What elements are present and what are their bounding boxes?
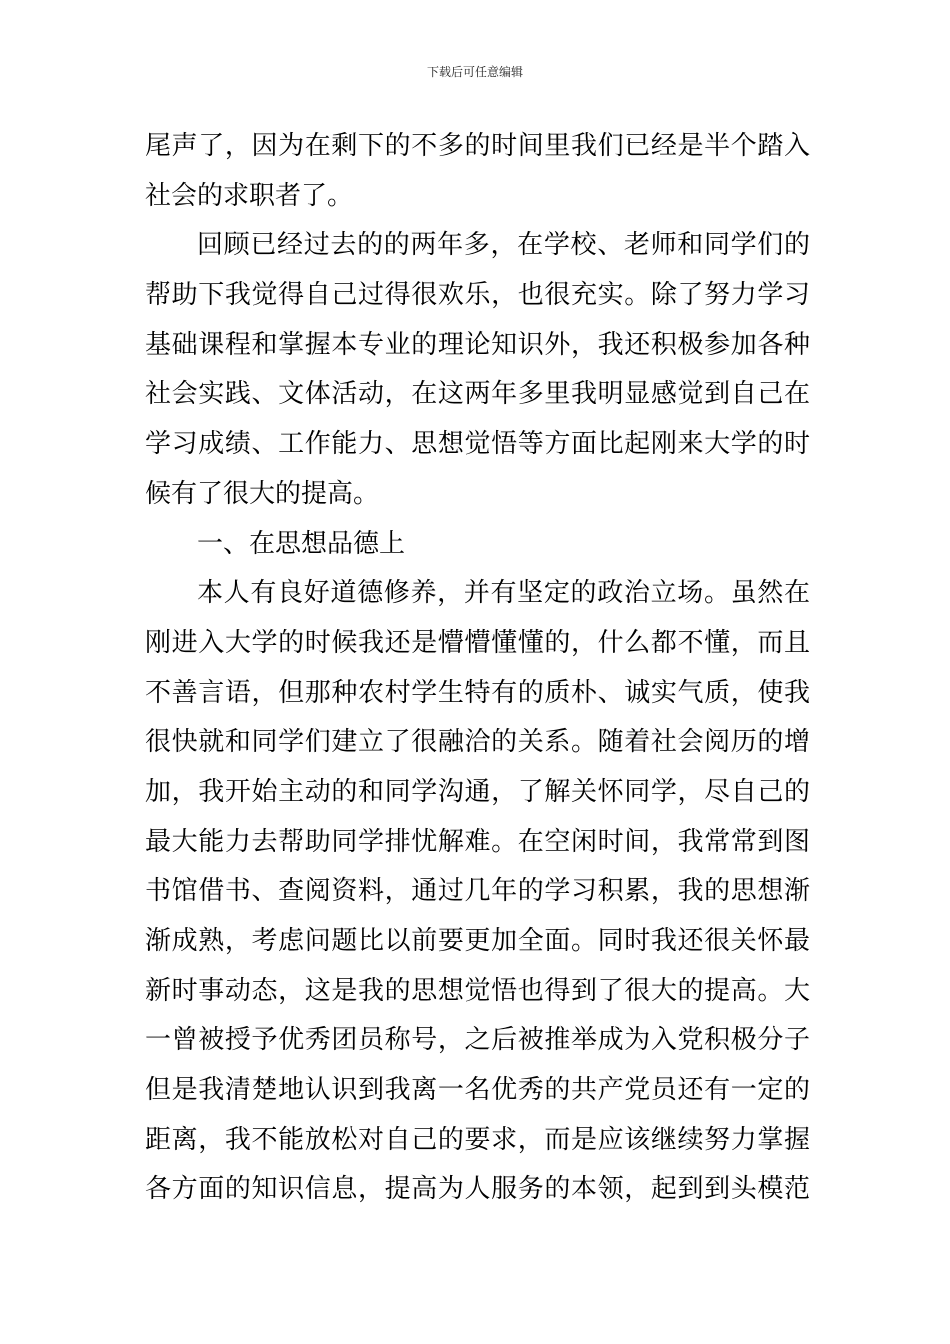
text-line: 加，我开始主动的和同学沟通，了解关怀同学，尽自己的: [145, 776, 810, 807]
text-line: 很快就和同学们建立了很融洽的关系。随着社会阅历的增: [145, 727, 810, 758]
text-line: 刚进入大学的时候我还是懵懵懂懂的，什么都不懂，而且: [145, 627, 810, 658]
text-line: 一、在思想品德上: [197, 528, 406, 559]
text-line: 社会实践、文体活动，在这两年多里我明显感觉到自己在: [145, 379, 810, 410]
text-line: 社会的求职者了。: [145, 180, 354, 211]
document-body: [145, 122, 810, 1215]
text-line: 渐成熟，考虑问题比以前要更加全面。同时我还很关怀最: [145, 926, 810, 956]
text-line: 距离，我不能放松对自己的要求，而是应该继续努力掌握: [145, 1124, 810, 1155]
text-line: 本人有良好道德修养，并有坚定的政治立场。虽然在: [197, 578, 810, 609]
text-line: 但是我清楚地认识到我离一名优秀的共产党员还有一定的: [145, 1075, 810, 1106]
text-line: 基础课程和掌握本专业的理论知识外，我还积极参加各种: [145, 329, 810, 360]
text-line: 学习成绩、工作能力、思想觉悟等方面比起刚来大学的时: [145, 429, 810, 460]
text-line: 不善言语，但那种农村学生特有的质朴、诚实气质，使我: [145, 677, 810, 708]
text-line: 候有了很大的提高。: [145, 478, 380, 509]
text-line: 回顾已经过去的的两年多，在学校、老师和同学们的: [197, 230, 810, 261]
text-line: 最大能力去帮助同学排忧解难。在空闲时间，我常常到图: [145, 826, 810, 857]
text-line: 帮助下我觉得自己过得很欢乐，也很充实。除了努力学习: [145, 280, 810, 311]
text-line: 书馆借书、查阅资料，通过几年的学习积累，我的思想渐: [145, 876, 810, 907]
text-line: 新时事动态，这是我的思想觉悟也得到了很大的提高。大: [145, 975, 810, 1006]
page-header: 下载后可任意编辑: [426, 65, 523, 79]
text-line: 一曾被授予优秀团员称号，之后被推举成为入党积极分子: [145, 1025, 810, 1056]
text-line: 尾声了，因为在剩下的不多的时间里我们已经是半个踏入: [145, 131, 810, 161]
text-line: 各方面的知识信息，提高为人服务的本领，起到到头模范: [145, 1174, 810, 1205]
